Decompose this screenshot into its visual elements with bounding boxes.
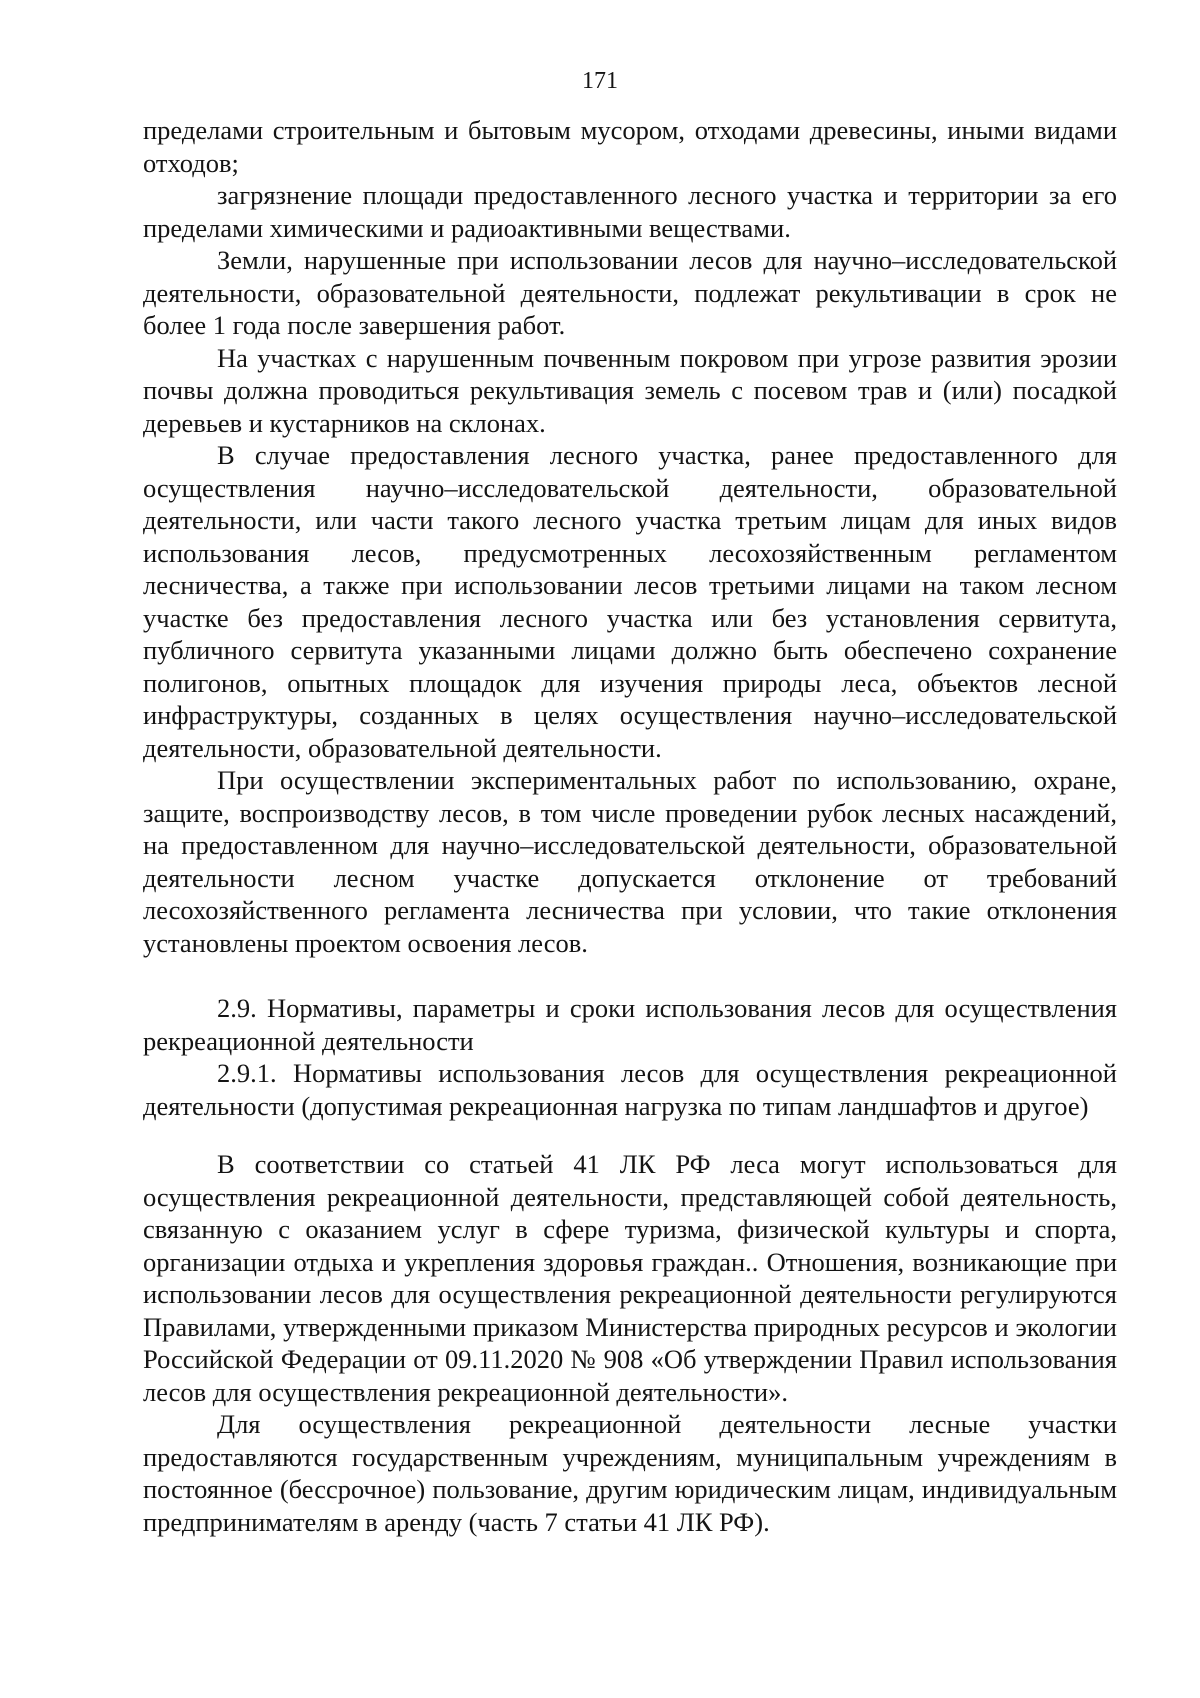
paragraph-article-41: В соответствии со статьей 41 ЛК РФ леса могут использоваться для осуществления рекреационной деятельности, представляющей собой деятельность, связанную с оказанием услуг в сфере туризма, физической культуры и спорта, организации отдыха и укрепления здоровья граждан.. Отношения, возникающие при использовании лесов для осуществления рекреационной деятельности регулируются Правилами, утвержденными приказом Министерства природных ресурсов и экологии Российской Федерации от 09.11.2020 № 908 «Об утверждении Правил использования лесов для осуществления рекреационной деятельности». — [143, 1149, 1117, 1407]
paragraph-waste-continuation: пределами строительным и бытовым мусором, отходами древесины, иными видами отходов; — [143, 115, 1117, 178]
paragraph-chemical-pollution: загрязнение площади предоставленного лесного участка и территории за его пределами химическими и радиоактивными веществами. — [143, 180, 1117, 243]
paragraph-land-provision: Для осуществления рекреационной деятельности лесные участки предоставляются государственным учреждениям, муниципальным учреждениям в постоянное (бессрочное) пользование, другим юридическим лицам, индивидуальным предпринимателям в аренду (часть 7 статьи 41 ЛК РФ). — [143, 1409, 1117, 1537]
page-number: 171 — [582, 68, 618, 94]
section-heading-2-9-1: 2.9.1. Нормативы использования лесов для осуществления рекреационной деятельности (допустимая рекреационная нагрузка по типам ландшафтов и другое) — [143, 1058, 1117, 1121]
document-body — [143, 114, 1117, 1538]
paragraph-land-recultivation: Земли, нарушенные при использовании лесов для научно–исследовательской деятельности, образовательной деятельности, подлежат рекультивации в срок не более 1 года после завершения работ. — [143, 245, 1117, 340]
section-heading-2-9: 2.9. Нормативы, параметры и сроки использования лесов для осуществления рекреационной деятельности — [143, 993, 1117, 1056]
paragraph-erosion: На участках с нарушенным почвенным покровом при угрозе развития эрозии почвы должна проводиться рекультивация земель с посевом трав и (или) посадкой деревьев и кустарников на склонах. — [143, 342, 1117, 438]
paragraph-experimental-works: При осуществлении экспериментальных работ по использованию, охране, защите, воспроизводству лесов, в том числе проведении рубок лесных насаждений, на предоставленном для научно–исследовательской деятельности, образовательной деятельности лесном участке допускается отклонение от требований лесохозяйственного регламента лесничества при условии, что такие отклонения установлены проектом освоения лесов. — [143, 765, 1117, 958]
paragraph-third-parties: В случае предоставления лесного участка, ранее предоставленного для осуществления научно–исследовательской деятельности, образовательной деятельности, или части такого лесного участка третьим лицам для иных видов использования лесов, предусмотренных лесохозяйственным регламентом лесничества, а также при использовании лесов третьими лицами на таком лесном участке без предоставления лесного участка или без установления сервитута, публичного сервитута указанными лицами должно быть обеспечено сохранение полигонов, опытных площадок для изучения природы леса, объектов лесной инфраструктуры, созданных в целях осуществления научно–исследовательской деятельности, образовательной деятельности. — [143, 440, 1117, 763]
